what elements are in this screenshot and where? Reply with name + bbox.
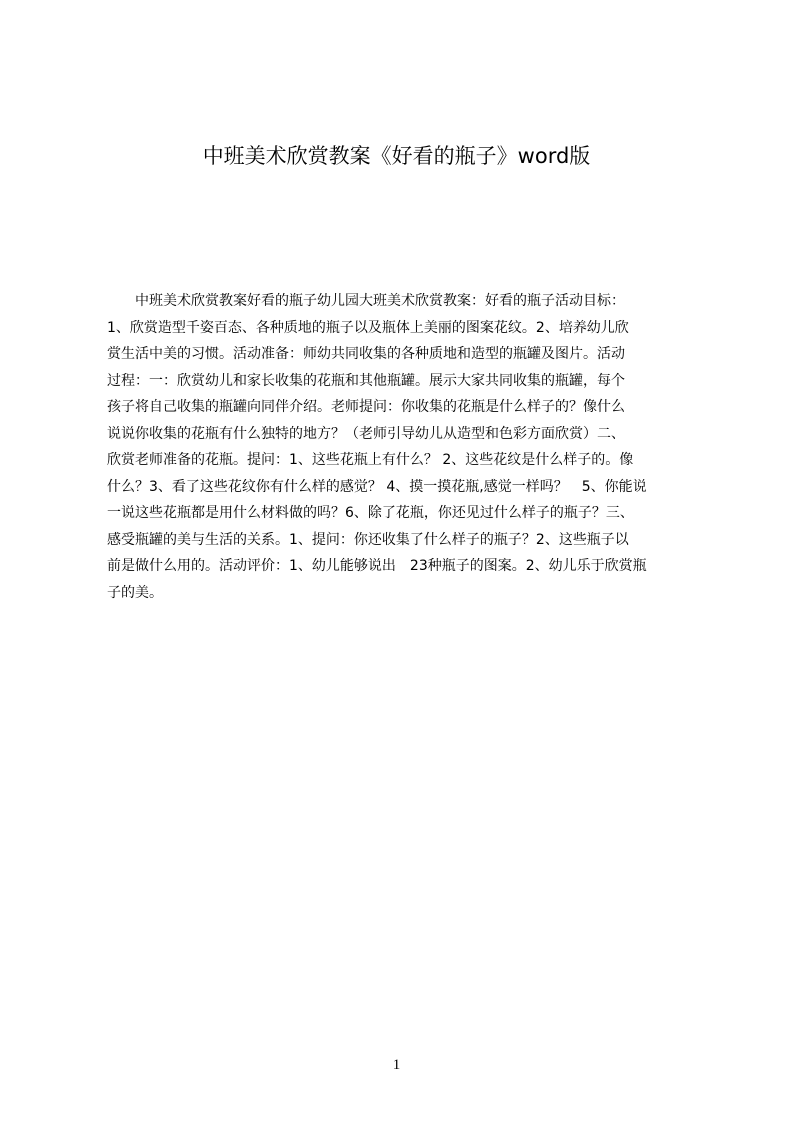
body-line: 1、欣赏造型千姿百态、各种质地的瓶子以及瓶体上美丽的图案花纹。2、培养幼儿欣 — [107, 319, 629, 336]
body-line: 感受瓶罐的美与生活的关系。1、提问：你还收集了什么样子的瓶子？2、这些瓶子以 — [107, 531, 629, 548]
body-line: 中班美术欣赏教案好看的瓶子幼儿园大班美术欣赏教案：好看的瓶子活动目标： — [107, 293, 625, 309]
document-title: 中班美术欣赏教案《好看的瓶子》word版 — [202, 144, 591, 168]
body-line: 什么？3、看了这些花纹你有什么样的感觉？ 4、摸一摸花瓶,感觉一样吗？ 5、你能说 — [107, 478, 647, 495]
body-line: 赏生活中美的习惯。活动准备：师幼共同收集的各种质地和造型的瓶罐及图片。活动 — [107, 346, 625, 362]
body-text — [107, 288, 697, 608]
body-line: 欣赏老师准备的花瓶。提问：1、这些花瓶上有什么？ 2、这些花纹是什么样子的。像 — [107, 452, 634, 468]
body-line: 孩子将自己收集的瓶罐向同伴介绍。老师提问：你收集的花瓶是什么样子的？像什么 — [107, 399, 625, 415]
body-line: 子的美。 — [107, 584, 163, 601]
body-line: 前是做什么用的。活动评价：1、幼儿能够说出 23种瓶子的图案。2、幼儿乐于欣赏瓶 — [107, 558, 647, 574]
page-number: 1 — [392, 1057, 401, 1073]
body-line: 一说这些花瓶都是用什么材料做的吗？6、除了花瓶，你还见过什么样子的瓶子？三、 — [107, 505, 634, 521]
body-line: 说说你收集的花瓶有什么独特的地方？（老师引导幼儿从造型和色彩方面欣赏）二、 — [107, 425, 625, 442]
body-line: 过程：一：欣赏幼儿和家长收集的花瓶和其他瓶罐。展示大家共同收集的瓶罐，每个 — [107, 372, 625, 389]
